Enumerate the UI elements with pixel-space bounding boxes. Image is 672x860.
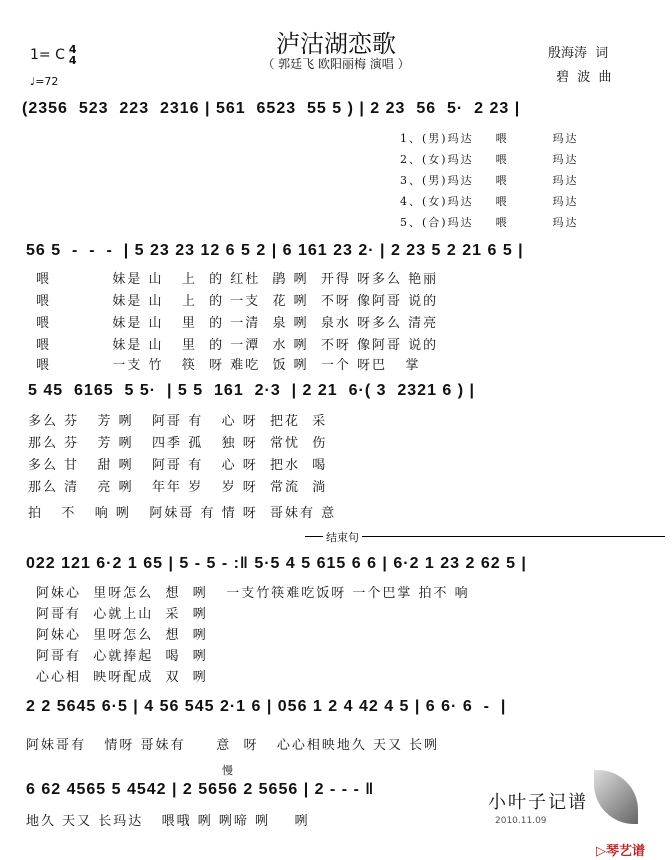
lyric-line: 多么 甘 甜 咧 阿哥 有 心 呀 把水 喝 bbox=[28, 458, 328, 473]
lyric-line: 喂 妹是 山 里 的 一潭 水 咧 不呀 像阿哥 说的 bbox=[36, 338, 439, 353]
music-line-1: (2356 523 223 2316 | 561 6523 55 5 ) | 2 23 56 5· 2 23 | bbox=[22, 100, 521, 117]
transcription-date: 2010.11.09 bbox=[495, 816, 547, 826]
leaf-logo-icon bbox=[594, 770, 638, 824]
performers: （ 郭廷飞 欧阳丽梅 演唱 ） bbox=[262, 57, 410, 71]
lyric-line: 那么 芬 芳 咧 四季 孤 独 呀 常忧 伤 bbox=[28, 436, 328, 451]
verse-line: 3、(男)玛达 喂 玛达 bbox=[400, 174, 579, 187]
time-top: 4 bbox=[68, 43, 77, 56]
key-label: 1= C bbox=[30, 47, 65, 63]
composer: 碧 波 曲 bbox=[556, 70, 612, 85]
time-bottom: 4 bbox=[68, 54, 77, 67]
music-line-4: 022 121 6·2 1 65 | 5 - 5 - :‖ 5·5 4 5 615 6 6 | 6·2 1 23 2 62 5 | bbox=[26, 555, 527, 572]
lyricist: 殷海涛 词 bbox=[548, 46, 609, 61]
lyric-line: 拍 不 响 咧 阿妹哥 有 情 呀 哥妹有 意 bbox=[28, 506, 337, 521]
watermark-logo: ▷琴艺谱 bbox=[596, 844, 646, 859]
music-line-6: 6 62 4565 5 4542 | 2 5656 2 5656 | 2 - - - ‖ bbox=[26, 781, 375, 798]
ending-label: 结束句 bbox=[323, 529, 362, 545]
verse-line: 5、(合)玛达 喂 玛达 bbox=[400, 216, 579, 229]
time-signature bbox=[69, 44, 77, 66]
verse-line: 1、(男)玛达 喂 玛达 bbox=[400, 132, 579, 145]
lyric-line: 阿哥有 心就上山 采 咧 bbox=[36, 607, 208, 622]
transcriber-signature: 小叶子记谱 bbox=[488, 792, 588, 813]
watermark-text: 琴艺谱 bbox=[606, 844, 646, 859]
music-line-3: 5 45 6165 5 5· | 5 5 161 2·3 | 2 21 6·( 3 2321 6 ) | bbox=[28, 382, 476, 399]
tempo-marking: ♩=72 bbox=[30, 75, 59, 88]
tempo-value: =72 bbox=[35, 75, 59, 88]
music-line-5: 2 2 5645 6·5 | 4 56 545 2·1 6 | 056 1 2 4 42 4 5 | 6 6· 6 - | bbox=[26, 698, 507, 715]
lyric-line: 地久 天又 长玛达 喂哦 咧 咧啼 咧 咧 bbox=[26, 814, 310, 829]
verse-line: 2、(女)玛达 喂 玛达 bbox=[400, 153, 579, 166]
lyric-line: 阿哥有 心就捧起 喝 咧 bbox=[36, 649, 208, 664]
lyric-line: 喂 妹是 山 上 的 红杜 鹃 咧 开得 呀多么 艳丽 bbox=[36, 272, 439, 287]
lyric-line: 多么 芬 芳 咧 阿哥 有 心 呀 把花 采 bbox=[28, 414, 328, 429]
lyric-line: 那么 清 亮 咧 年年 岁 岁 呀 常流 淌 bbox=[28, 480, 328, 495]
music-line-2: 56 5 - - - | 5 23 23 12 6 5 2 | 6 161 23 2· | 2 23 5 2 21 6 5 | bbox=[26, 242, 524, 259]
lyric-line: 喂 妹是 山 里 的 一清 泉 咧 泉水 呀多么 清亮 bbox=[36, 316, 439, 331]
lyric-line: 喂 妹是 山 上 的 一支 花 咧 不呀 像阿哥 说的 bbox=[36, 294, 439, 309]
song-title: 泸沽湖恋歌 bbox=[276, 30, 396, 58]
lyric-line: 阿妹心 里呀怎么 想 咧 一支竹筷难吃饭呀 一个巴掌 拍不 响 bbox=[36, 586, 470, 601]
key-signature bbox=[30, 44, 77, 66]
lyric-line: 阿妹哥有 情呀 哥妹有 意 呀 心心相映地久 天又 长咧 bbox=[26, 738, 440, 753]
lyric-line: 阿妹心 里呀怎么 想 咧 bbox=[36, 628, 208, 643]
tempo-mark-slow: 慢 bbox=[222, 764, 235, 777]
lyric-line: 心心相 映呀配成 双 咧 bbox=[36, 670, 208, 685]
verse-line: 4、(女)玛达 喂 玛达 bbox=[400, 195, 579, 208]
ending-bracket bbox=[305, 531, 665, 545]
lyric-line: 喂 一支 竹 筷 呀 难吃 饭 咧 一个 呀巴 掌 bbox=[36, 358, 421, 373]
